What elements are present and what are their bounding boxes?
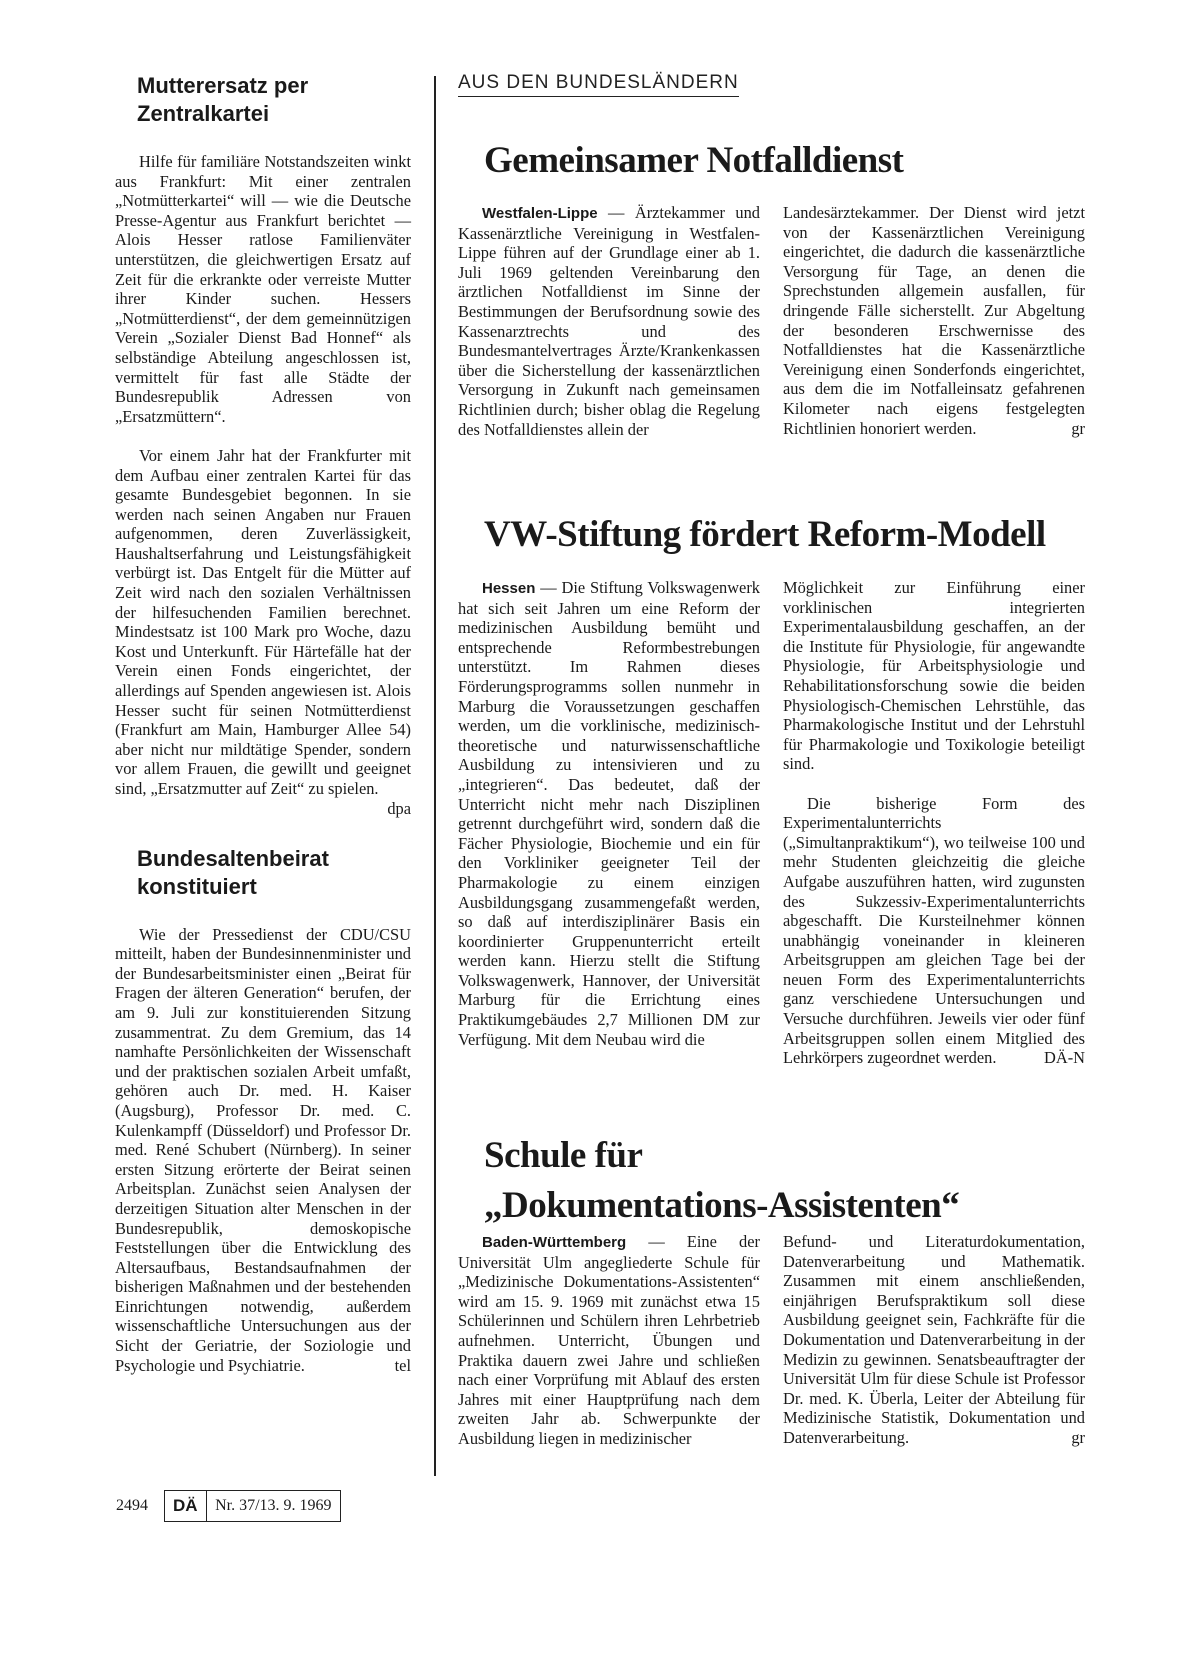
article-signature: gr	[1071, 1427, 1085, 1447]
section-rubric: AUS DEN BUNDESLÄNDERN	[458, 72, 739, 97]
article-col2-dokumentation: Befund- und Literaturdokumentation, Datenverarbeitung und Mathematik. Zusammen mit einem anschließenden, einjährigen Berufspraktikum soll diese Ausbildung geeignet sein, Fachkräfte für die Dokumentation und Datenverarbeitung in der Medizin zu gewinnen. Senatsbeauftragter der Universität Ulm für diese Schule ist Professor Dr. med. K. Überla, Leiter der Abteilung für Medizinische Statistik, Dokumentation und Datenverarbeitung. gr	[783, 1232, 1085, 1447]
article-title-notfalldienst: Gemeinsamer Notfalldienst	[484, 140, 904, 181]
paragraph: Hilfe für familiäre Notstandszeiten winkt aus Frankfurt: Mit einer zentralen „Notmütterkartei“ will — wie die Deutsche Presse-Agentur aus Frankfurt berichtet — Alois Hesser ratlose Familienväter unterstützen, die gleichwertigen Ersatz auf Zeit für die erkrankte oder verreiste Mutter ihrer Kinder suchen. Hessers „Notmütterdienst“, der dem gemeinnützigen Verein „Sozialer Dienst Bad Honnef“ als selbständige Abteilung angeschlossen ist, vermittelt für fast alle Städte der Bundesrepublik Adressen von „Ersatzmüttern“.	[115, 152, 411, 426]
article-col1-vw-stiftung: Hessen — Die Stiftung Volkswagenwerk hat sich seit Jahren um eine Reform der medizinischen Ausbildung bemüht und entsprechende Reformbestrebungen unterstützt. Im Rahmen dieses Förderungsprogramms sollen nunmehr in Marburg die Voraussetzungen geschaffen werden, um die vorklinische, medizinisch-theoretische und naturwissenschaftliche Ausbildung zu intensivieren und zu „integrieren“. Das bedeutet, daß der Unterricht nicht mehr nach Disziplinen getrennt durchgeführt wird, sondern daß die Fächer Physiologie, Biochemie und ein für den Vorkliniker geeigneter Teil der Pharmakologie zu einem einzigen Ausbildungsgang zusammengefaßt werden, so daß auf interdisziplinärer Basis ein koordinierter Gruppenunterricht erteilt werden kann. Hierzu stellt die Stiftung Volkswagenwerk, Hannover, der Universität Marburg für die Errichtung eines Praktikumgebäudes 2,7 Millionen DM zur Verfügung. Mit dem Neubau wird die	[458, 578, 760, 1049]
article-signature: gr	[1071, 418, 1085, 438]
paragraph: Die bisherige Form des Experimentalunterrichts („Simultanpraktikum“), wo teilweise 100 und mehr Studenten gleichzeitig die gleiche Aufgabe auszuführen hatten, wird zugunsten des Sukzessiv-Experimentalunterrichts abgeschafft. Die Kursteilnehmer können unabhängig voneinander in kleineren Arbeitsgruppen am gleichen Tage bei der neuen Form des Experimentalunterrichts ganz verschiedene Untersuchungen und Versuche durchführen. Jeweils vier oder fünf Arbeitsgruppen sollen einem Mitglied des Lehrkörpers zugeordnet werden. DÄ-N	[783, 793, 1085, 1068]
journal-logo: DÄ	[173, 1496, 198, 1515]
article-title-dokumentation: Schule für „Dokumentations-Assistenten“	[484, 1135, 960, 1226]
article-signature: DÄ-N	[1044, 1048, 1085, 1068]
left-column	[115, 72, 411, 1375]
article-col2-notfalldienst: Landesärztekammer. Der Dienst wird jetzt von der Kassenärztlichen Vereinigung eingerichtet, die dadurch die kassenärztliche Versorgung für Tage, an denen die Sprechstunden allgemein ausfallen, für dringende Fälle sicherstellt. Zur Abgeltung der besonderen Erschwernisse des Notfalldienstes hat die Kassenärztliche Vereinigung einen Sonderfonds eingerichtet, aus dem die im Notfalleinsatz gefahrenen Kilometer nach eigens festgelegten Richtlinien honoriert werden. gr	[783, 203, 1085, 438]
article-col1-notfalldienst: Westfalen-Lippe — Ärztekammer und Kassenärztliche Vereinigung in Westfalen-Lippe führen auf der Grundlage einer ab 1. Juli 1969 geltenden Vereinbarung den ärztlichen Notfalldienst im Sinne der Bestimmungen der Berufsordnung sowie des Kassenarztrechts und des Bundesmantelvertrages Ärzte/Krankenkassen über die Sicherstellung der kassenärztlichen Versorgung in Zukunft nach gemeinsamen Richtlinien durch; bisher oblag die Regelung des Notfalldienstes allein der	[458, 203, 760, 439]
paragraph: Vor einem Jahr hat der Frankfurter mit dem Aufbau einer zentralen Kartei für das gesamte Bundesgebiet begonnen. In sie werden nach seinen Angaben nur Frauen aufgenommen, deren Zuverlässigkeit, Haushaltserfahrung und Leistungsfähigkeit verbürgt ist. Das Entgelt für die Mütter auf Zeit wird nach den sozialen Verhältnissen der hilfesuchenden Familien berechnet. Mindestsatz ist 100 Mark pro Woche, dazu Kost und Unterkunft. Für Härtefälle hat der Verein einen Fonds eingerichtet, der allerdings auf Spenden angewiesen ist. Alois Hesser sucht für seinen Notmütterdienst (Frankfurt am Main, Hamburger Allee 54) aber nicht nur mildtätige Spender, sondern vor allem Frauen, die gewillt und geeignet sind, „Ersatzmutter auf Zeit“ zu spielen. dpa	[115, 445, 411, 818]
article-body-bundesaltenbeirat	[115, 925, 411, 1376]
issue-box	[164, 1490, 341, 1522]
article-lead-region: Westfalen-Lippe	[482, 205, 598, 222]
article-title-vw-stiftung: VW-Stiftung fördert Reform-Modell	[484, 514, 1046, 555]
article-col2-vw-stiftung	[783, 578, 1085, 1068]
column-divider	[434, 76, 436, 1476]
article-signature: tel	[394, 1355, 411, 1375]
paragraph: Wie der Pressedienst der CDU/CSU mitteilt, haben der Bundesinnenminister und der Bundesarbeitsminister einen „Beirat für Fragen der älteren Generation“ berufen, der am 9. Juli zur konstituierenden Sitzung zusammentrat. Zu dem Gremium, das 14 namhafte Persönlichkeiten der Wissenschaft und der praktischen sozialen Arbeit umfaßt, gehören auch Dr. med. H. Kaiser (Augsburg), Professor Dr. med. C. Kulenkampff (Düsseldorf) und Professor Dr. med. René Schubert (Nürnberg). In seiner ersten Sitzung erörterte der Beirat seinen Arbeitsplan. Zunächst seien Analysen der derzeitigen Situation alter Menschen in der Bundesrepublik, demoskopische Feststellungen über die Entwicklung des Altersaufbaus, Bestandsaufnahmen der bisherigen Maßnahmen und der bestehenden Einrichtungen notwendig, außerdem wissenschaftliche Untersuchungen aus der Sicht der Geriatrie, der Soziologie und Psychologie und Psychiatrie. tel	[115, 924, 411, 1375]
issue-number: Nr. 37/13. 9. 1969	[215, 1497, 332, 1514]
article-lead-region: Baden-Württemberg	[482, 1234, 627, 1251]
article-col1-dokumentation: Baden-Württemberg — Eine der Universität Ulm angegliederte Schule für „Medizinische Dokumentations-Assistenten“ wird am 15. 9. 1969 mit zunächst etwa 15 Schülerinnen und Schülern ihren Lehrbetrieb aufnehmen. Unterricht, Übungen und Praktika dauern zwei Jahre und schließen nach einer Vorprüfung mit Ablauf des ersten Jahres mit einer Hauptprüfung nach dem zweiten Jahr ab. Schwerpunkte der Ausbildung liegen in medizinischer	[458, 1232, 760, 1448]
article-signature: dpa	[387, 798, 411, 818]
page-number: 2494	[116, 1497, 148, 1514]
paragraph: Möglichkeit zur Einführung einer vorklinischen integrierten Experimentalausbildung geschaffen, an der die Institute für Physiologie, für angewandte Physiologie, für Arbeitsphysiologie und Rehabilitationsforschung sowie die beiden Physiologisch-Chemischen Lehrstühle, das Pharmakologische Institut und der Lehrstuhl für Pharmakologie und Toxikologie beteiligt sind.	[783, 578, 1085, 774]
page-footer	[116, 1490, 341, 1522]
article-title-bundesaltenbeirat: Bundesaltenbeirat konstituiert	[137, 845, 329, 899]
article-lead-region: Hessen	[482, 580, 536, 597]
article-body-mutterersatz	[115, 152, 411, 818]
article-title-mutterersatz: Mutterersatz per Zentralkartei	[137, 73, 309, 126]
